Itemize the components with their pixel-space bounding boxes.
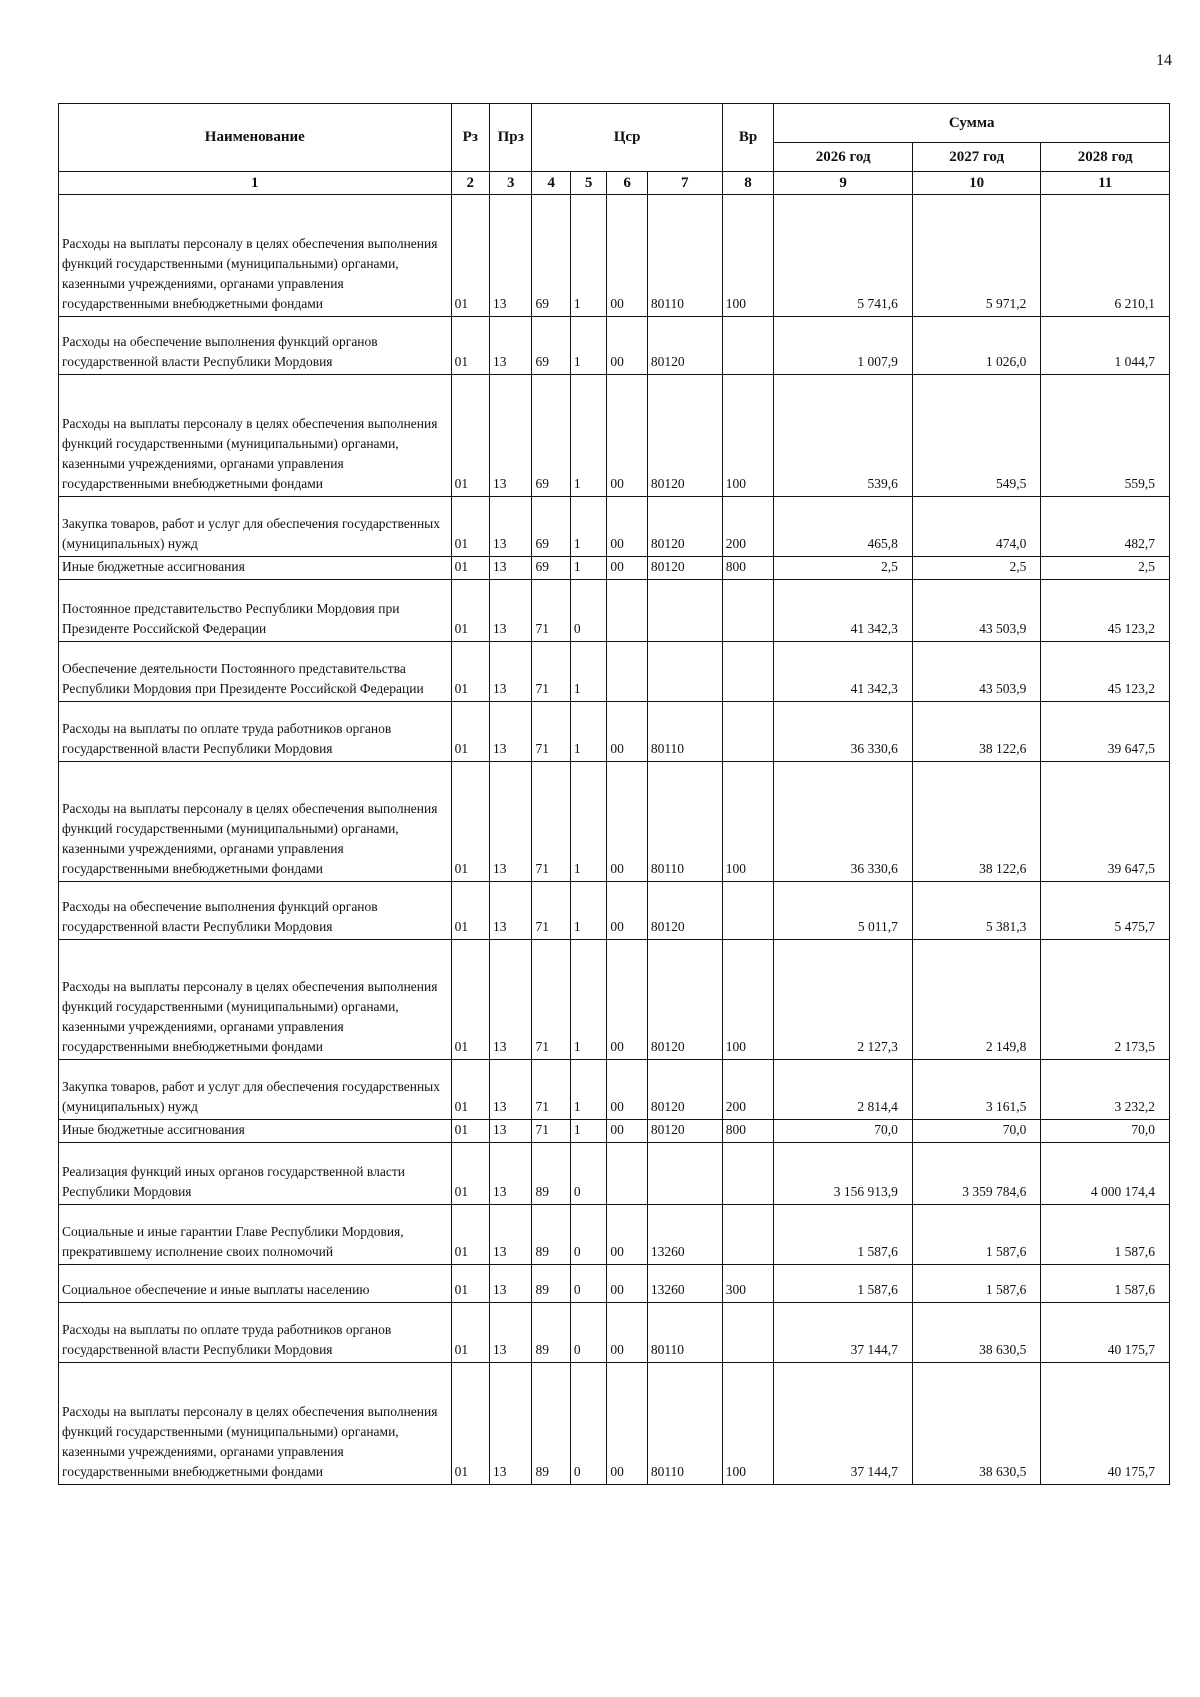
row-rz: 01 <box>451 1363 489 1485</box>
header-csr: Цср <box>532 104 722 172</box>
row-csr-7: 80110 <box>647 1363 722 1485</box>
row-amount-2028: 70,0 <box>1041 1120 1170 1143</box>
row-rz: 01 <box>451 1120 489 1143</box>
row-amount-2028: 559,5 <box>1041 375 1170 497</box>
row-csr-7 <box>647 1143 722 1205</box>
row-vr: 800 <box>722 557 774 580</box>
row-vr <box>722 1143 774 1205</box>
row-csr-7: 80120 <box>647 375 722 497</box>
row-amount-2027: 43 503,9 <box>912 580 1040 642</box>
table-row <box>59 195 1170 317</box>
row-csr-6: 00 <box>607 702 647 762</box>
row-prz: 13 <box>490 497 532 557</box>
row-csr-7: 80120 <box>647 882 722 940</box>
header-rz: Рз <box>451 104 489 172</box>
row-vr: 100 <box>722 940 774 1060</box>
row-csr-4: 71 <box>532 1120 570 1143</box>
row-csr-6: 00 <box>607 1060 647 1120</box>
row-vr <box>722 1303 774 1363</box>
row-amount-2026: 36 330,6 <box>774 702 913 762</box>
row-amount-2026: 2 127,3 <box>774 940 913 1060</box>
table-row <box>59 1060 1170 1120</box>
table-row <box>59 557 1170 580</box>
row-rz: 01 <box>451 1265 489 1303</box>
row-csr-4: 71 <box>532 642 570 702</box>
row-csr-6: 00 <box>607 1120 647 1143</box>
row-csr-4: 69 <box>532 557 570 580</box>
row-csr-4: 69 <box>532 195 570 317</box>
row-csr-7: 80120 <box>647 1060 722 1120</box>
row-csr-5: 1 <box>570 375 606 497</box>
row-amount-2027: 549,5 <box>912 375 1040 497</box>
budget-table <box>58 103 1170 1485</box>
row-csr-5: 0 <box>570 580 606 642</box>
row-amount-2027: 38 122,6 <box>912 702 1040 762</box>
row-csr-4: 71 <box>532 702 570 762</box>
row-amount-2026: 41 342,3 <box>774 580 913 642</box>
row-name: Расходы на выплаты персоналу в целях обеспечения выполнения функций государственными (муниципальными) органами, казенными учреждениями, органами управления государственными внебюджетными фондами <box>59 762 452 882</box>
table-row <box>59 642 1170 702</box>
row-csr-5: 1 <box>570 1120 606 1143</box>
row-rz: 01 <box>451 375 489 497</box>
table-row <box>59 317 1170 375</box>
row-amount-2027: 43 503,9 <box>912 642 1040 702</box>
table-row <box>59 1143 1170 1205</box>
table-row <box>59 1205 1170 1265</box>
row-rz: 01 <box>451 642 489 702</box>
row-vr <box>722 642 774 702</box>
row-prz: 13 <box>490 702 532 762</box>
row-name: Расходы на выплаты по оплате труда работников органов государственной власти Республики Мордовия <box>59 1303 452 1363</box>
row-csr-7: 13260 <box>647 1265 722 1303</box>
row-csr-7 <box>647 642 722 702</box>
row-prz: 13 <box>490 642 532 702</box>
row-csr-6: 00 <box>607 762 647 882</box>
row-amount-2027: 5 971,2 <box>912 195 1040 317</box>
row-csr-6 <box>607 642 647 702</box>
header-prz: Прз <box>490 104 532 172</box>
row-csr-7: 13260 <box>647 1205 722 1265</box>
row-csr-6: 00 <box>607 497 647 557</box>
row-csr-4: 69 <box>532 317 570 375</box>
row-csr-6: 00 <box>607 1303 647 1363</box>
row-amount-2026: 2 814,4 <box>774 1060 913 1120</box>
row-amount-2028: 45 123,2 <box>1041 642 1170 702</box>
row-csr-7: 80110 <box>647 702 722 762</box>
row-amount-2028: 1 587,6 <box>1041 1265 1170 1303</box>
row-vr <box>722 702 774 762</box>
row-amount-2027: 38 630,5 <box>912 1303 1040 1363</box>
row-csr-4: 71 <box>532 882 570 940</box>
row-csr-4: 71 <box>532 762 570 882</box>
row-csr-6: 00 <box>607 317 647 375</box>
row-amount-2027: 1 587,6 <box>912 1205 1040 1265</box>
row-rz: 01 <box>451 762 489 882</box>
row-amount-2027: 474,0 <box>912 497 1040 557</box>
row-amount-2026: 5 741,6 <box>774 195 913 317</box>
row-amount-2026: 3 156 913,9 <box>774 1143 913 1205</box>
row-csr-5: 1 <box>570 317 606 375</box>
column-number: 2 <box>451 172 489 195</box>
row-csr-7: 80120 <box>647 557 722 580</box>
row-name: Постоянное представительство Республики Мордовия при Президенте Российской Федерации <box>59 580 452 642</box>
row-csr-4: 89 <box>532 1143 570 1205</box>
row-csr-5: 1 <box>570 195 606 317</box>
row-amount-2028: 39 647,5 <box>1041 702 1170 762</box>
table-row <box>59 1363 1170 1485</box>
row-csr-5: 1 <box>570 702 606 762</box>
header-year-2027: 2027 год <box>912 143 1040 172</box>
row-vr: 200 <box>722 497 774 557</box>
row-csr-6: 00 <box>607 1265 647 1303</box>
row-name: Расходы на выплаты персоналу в целях обеспечения выполнения функций государственными (муниципальными) органами, казенными учреждениями, органами управления государственными внебюджетными фондами <box>59 195 452 317</box>
row-amount-2028: 2 173,5 <box>1041 940 1170 1060</box>
row-csr-7: 80120 <box>647 940 722 1060</box>
table-body <box>59 195 1170 1485</box>
row-prz: 13 <box>490 195 532 317</box>
row-vr: 100 <box>722 762 774 882</box>
row-csr-4: 89 <box>532 1363 570 1485</box>
table-row <box>59 497 1170 557</box>
row-rz: 01 <box>451 702 489 762</box>
row-amount-2026: 2,5 <box>774 557 913 580</box>
row-vr <box>722 1205 774 1265</box>
row-csr-7: 80110 <box>647 195 722 317</box>
row-amount-2027: 3 161,5 <box>912 1060 1040 1120</box>
row-csr-4: 69 <box>532 375 570 497</box>
table-row <box>59 882 1170 940</box>
row-prz: 13 <box>490 1303 532 1363</box>
row-csr-7: 80120 <box>647 1120 722 1143</box>
row-amount-2027: 3 359 784,6 <box>912 1143 1040 1205</box>
row-csr-7: 80110 <box>647 762 722 882</box>
header-year-2026: 2026 год <box>774 143 913 172</box>
row-amount-2028: 3 232,2 <box>1041 1060 1170 1120</box>
row-csr-4: 89 <box>532 1205 570 1265</box>
row-prz: 13 <box>490 580 532 642</box>
table-row <box>59 762 1170 882</box>
header-name: Наименование <box>59 104 452 172</box>
row-csr-6: 00 <box>607 882 647 940</box>
table-row <box>59 1120 1170 1143</box>
row-name: Расходы на выплаты персоналу в целях обеспечения выполнения функций государственными (муниципальными) органами, казенными учреждениями, органами управления государственными внебюджетными фондами <box>59 1363 452 1485</box>
row-amount-2026: 37 144,7 <box>774 1303 913 1363</box>
row-vr: 100 <box>722 195 774 317</box>
row-amount-2026: 70,0 <box>774 1120 913 1143</box>
column-number: 10 <box>912 172 1040 195</box>
row-csr-5: 0 <box>570 1205 606 1265</box>
row-amount-2026: 41 342,3 <box>774 642 913 702</box>
table-row <box>59 702 1170 762</box>
row-csr-4: 71 <box>532 940 570 1060</box>
row-name: Закупка товаров, работ и услуг для обеспечения государственных (муниципальных) нужд <box>59 1060 452 1120</box>
row-csr-5: 1 <box>570 497 606 557</box>
row-prz: 13 <box>490 1120 532 1143</box>
row-csr-7: 80120 <box>647 317 722 375</box>
row-prz: 13 <box>490 1265 532 1303</box>
row-csr-6: 00 <box>607 557 647 580</box>
column-number: 4 <box>532 172 570 195</box>
row-prz: 13 <box>490 1205 532 1265</box>
row-amount-2027: 70,0 <box>912 1120 1040 1143</box>
row-vr: 300 <box>722 1265 774 1303</box>
column-number: 9 <box>774 172 913 195</box>
row-amount-2026: 1 007,9 <box>774 317 913 375</box>
row-name: Расходы на выплаты персоналу в целях обеспечения выполнения функций государственными (муниципальными) органами, казенными учреждениями, органами управления государственными внебюджетными фондами <box>59 375 452 497</box>
row-rz: 01 <box>451 1143 489 1205</box>
row-vr: 800 <box>722 1120 774 1143</box>
row-amount-2026: 1 587,6 <box>774 1265 913 1303</box>
row-csr-5: 0 <box>570 1303 606 1363</box>
row-amount-2028: 45 123,2 <box>1041 580 1170 642</box>
row-vr: 100 <box>722 1363 774 1485</box>
row-amount-2027: 2 149,8 <box>912 940 1040 1060</box>
row-name: Закупка товаров, работ и услуг для обеспечения государственных (муниципальных) нужд <box>59 497 452 557</box>
row-name: Иные бюджетные ассигнования <box>59 1120 452 1143</box>
row-csr-5: 1 <box>570 642 606 702</box>
row-prz: 13 <box>490 317 532 375</box>
row-csr-6: 00 <box>607 195 647 317</box>
row-vr <box>722 882 774 940</box>
row-csr-6: 00 <box>607 1363 647 1485</box>
row-csr-5: 0 <box>570 1363 606 1485</box>
row-rz: 01 <box>451 1303 489 1363</box>
row-amount-2027: 5 381,3 <box>912 882 1040 940</box>
row-amount-2028: 5 475,7 <box>1041 882 1170 940</box>
column-number: 3 <box>490 172 532 195</box>
table-row <box>59 940 1170 1060</box>
row-rz: 01 <box>451 195 489 317</box>
row-amount-2028: 482,7 <box>1041 497 1170 557</box>
column-number: 1 <box>59 172 452 195</box>
row-amount-2027: 2,5 <box>912 557 1040 580</box>
row-rz: 01 <box>451 557 489 580</box>
row-amount-2026: 5 011,7 <box>774 882 913 940</box>
row-rz: 01 <box>451 1205 489 1265</box>
row-csr-7 <box>647 580 722 642</box>
row-name: Иные бюджетные ассигнования <box>59 557 452 580</box>
row-csr-5: 0 <box>570 1143 606 1205</box>
page-number: 14 <box>1156 52 1172 69</box>
row-csr-7: 80110 <box>647 1303 722 1363</box>
row-csr-4: 71 <box>532 580 570 642</box>
row-name: Расходы на обеспечение выполнения функций органов государственной власти Республики Мордовия <box>59 317 452 375</box>
row-prz: 13 <box>490 375 532 497</box>
row-prz: 13 <box>490 762 532 882</box>
table-row <box>59 1265 1170 1303</box>
row-rz: 01 <box>451 317 489 375</box>
row-csr-5: 0 <box>570 1265 606 1303</box>
row-prz: 13 <box>490 1060 532 1120</box>
row-csr-7: 80120 <box>647 497 722 557</box>
row-rz: 01 <box>451 1060 489 1120</box>
row-amount-2026: 465,8 <box>774 497 913 557</box>
row-amount-2027: 38 122,6 <box>912 762 1040 882</box>
row-amount-2026: 539,6 <box>774 375 913 497</box>
row-amount-2028: 40 175,7 <box>1041 1363 1170 1485</box>
header-vr: Вр <box>722 104 774 172</box>
row-csr-6 <box>607 580 647 642</box>
row-amount-2028: 6 210,1 <box>1041 195 1170 317</box>
row-name: Социальное обеспечение и иные выплаты населению <box>59 1265 452 1303</box>
row-prz: 13 <box>490 557 532 580</box>
row-prz: 13 <box>490 940 532 1060</box>
row-csr-6: 00 <box>607 940 647 1060</box>
row-amount-2028: 2,5 <box>1041 557 1170 580</box>
row-name: Реализация функций иных органов государственной власти Республики Мордовия <box>59 1143 452 1205</box>
header-summa: Сумма <box>774 104 1170 143</box>
row-csr-4: 89 <box>532 1265 570 1303</box>
column-number: 5 <box>570 172 606 195</box>
row-amount-2028: 40 175,7 <box>1041 1303 1170 1363</box>
table-row <box>59 375 1170 497</box>
column-number: 7 <box>647 172 722 195</box>
row-rz: 01 <box>451 940 489 1060</box>
row-csr-6 <box>607 1143 647 1205</box>
row-prz: 13 <box>490 1363 532 1485</box>
column-number: 6 <box>607 172 647 195</box>
row-csr-5: 1 <box>570 762 606 882</box>
row-csr-4: 89 <box>532 1303 570 1363</box>
row-amount-2026: 1 587,6 <box>774 1205 913 1265</box>
row-amount-2027: 1 026,0 <box>912 317 1040 375</box>
row-amount-2026: 37 144,7 <box>774 1363 913 1485</box>
row-amount-2027: 1 587,6 <box>912 1265 1040 1303</box>
row-name: Расходы на выплаты по оплате труда работников органов государственной власти Республики Мордовия <box>59 702 452 762</box>
table-header <box>59 104 1170 195</box>
row-csr-5: 1 <box>570 1060 606 1120</box>
row-vr <box>722 317 774 375</box>
header-year-2028: 2028 год <box>1041 143 1170 172</box>
row-name: Расходы на выплаты персоналу в целях обеспечения выполнения функций государственными (муниципальными) органами, казенными учреждениями, органами управления государственными внебюджетными фондами <box>59 940 452 1060</box>
table-row <box>59 580 1170 642</box>
row-rz: 01 <box>451 580 489 642</box>
row-rz: 01 <box>451 882 489 940</box>
row-csr-4: 71 <box>532 1060 570 1120</box>
row-amount-2027: 38 630,5 <box>912 1363 1040 1485</box>
row-amount-2028: 4 000 174,4 <box>1041 1143 1170 1205</box>
row-vr: 100 <box>722 375 774 497</box>
row-csr-6: 00 <box>607 375 647 497</box>
row-csr-6: 00 <box>607 1205 647 1265</box>
row-csr-5: 1 <box>570 882 606 940</box>
row-csr-5: 1 <box>570 557 606 580</box>
row-prz: 13 <box>490 1143 532 1205</box>
column-number: 11 <box>1041 172 1170 195</box>
row-vr: 200 <box>722 1060 774 1120</box>
row-csr-4: 69 <box>532 497 570 557</box>
row-amount-2028: 1 587,6 <box>1041 1205 1170 1265</box>
row-vr <box>722 580 774 642</box>
column-number: 8 <box>722 172 774 195</box>
row-name: Социальные и иные гарантии Главе Республики Мордовия, прекратившему исполнение своих полномочий <box>59 1205 452 1265</box>
row-amount-2026: 36 330,6 <box>774 762 913 882</box>
row-amount-2028: 1 044,7 <box>1041 317 1170 375</box>
row-name: Расходы на обеспечение выполнения функций органов государственной власти Республики Мордовия <box>59 882 452 940</box>
row-csr-5: 1 <box>570 940 606 1060</box>
row-rz: 01 <box>451 497 489 557</box>
row-prz: 13 <box>490 882 532 940</box>
row-amount-2028: 39 647,5 <box>1041 762 1170 882</box>
table-row <box>59 1303 1170 1363</box>
row-name: Обеспечение деятельности Постоянного представительства Республики Мордовия при Президенте Российской Федерации <box>59 642 452 702</box>
